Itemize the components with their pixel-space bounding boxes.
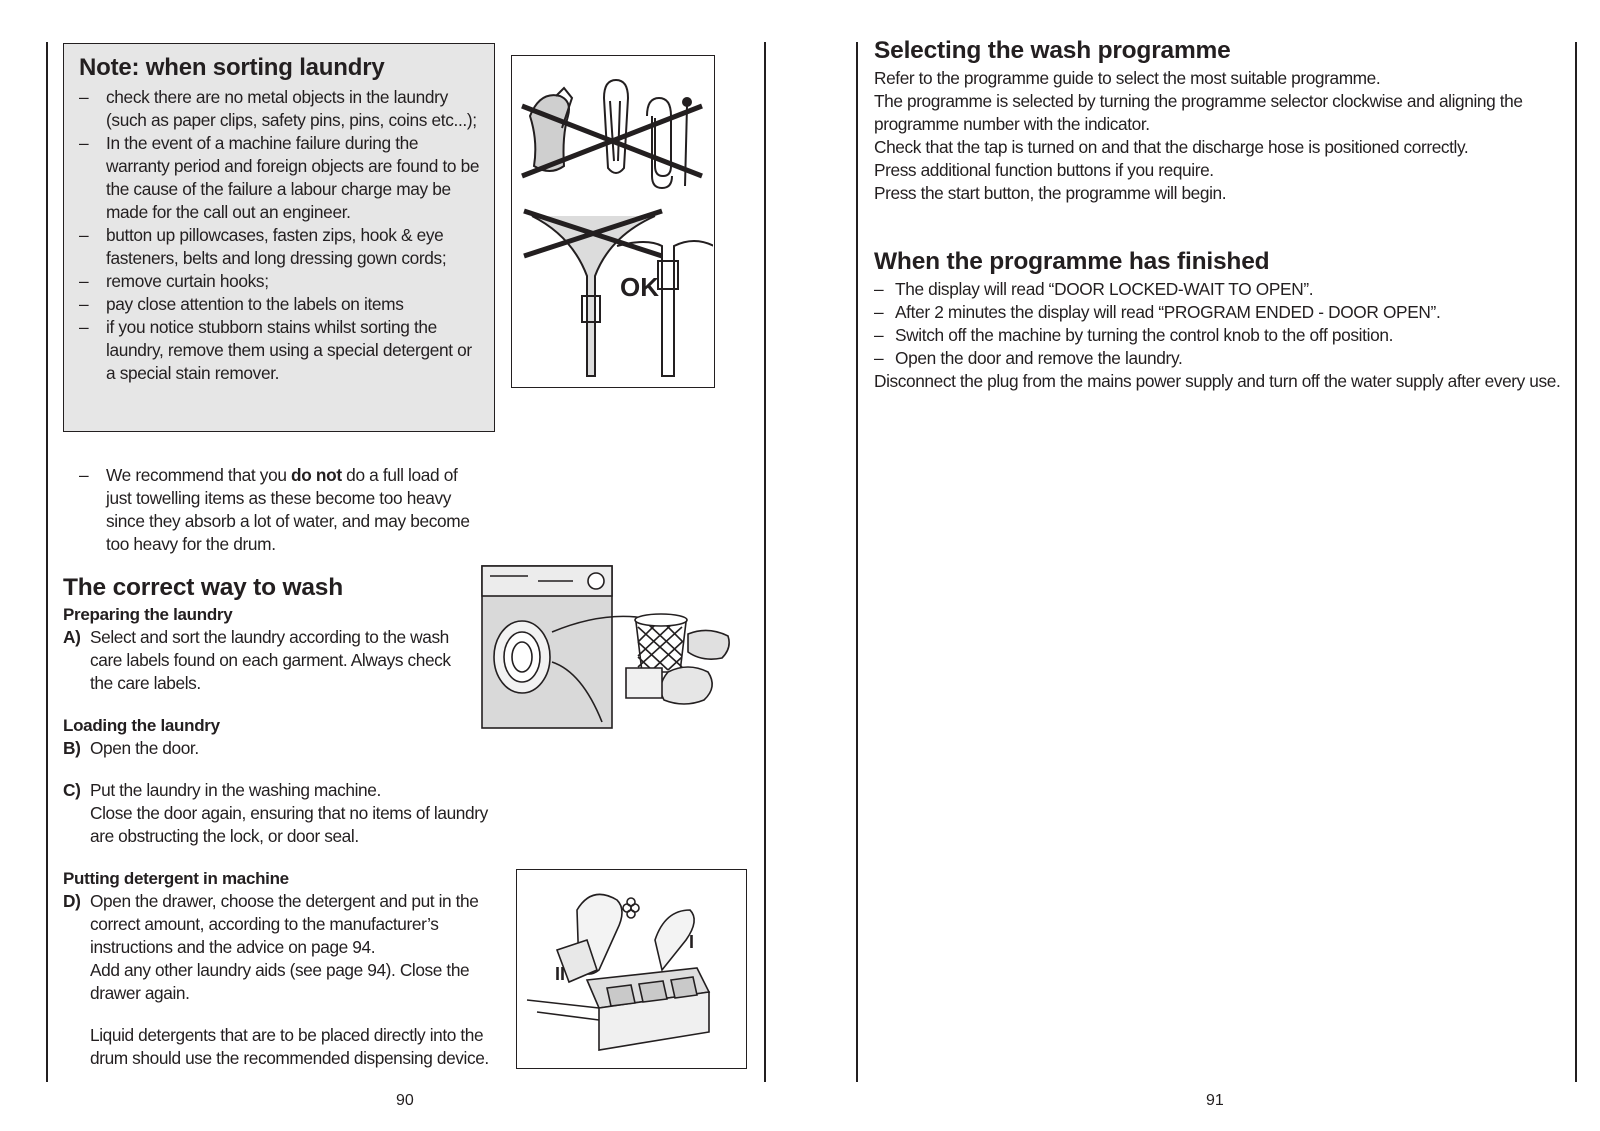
- note-item: – remove curtain hooks;: [79, 270, 480, 293]
- detergent-drawer-illustration: [517, 870, 745, 1067]
- finished-closing: Disconnect the plug from the mains power supply and turn off the water supply after every use.: [874, 371, 1561, 391]
- towelling-note: [79, 464, 479, 556]
- selecting-line: Press additional function buttons if you require.: [874, 160, 1214, 180]
- metal-objects-illustration: [512, 56, 713, 386]
- detergent-title: Putting detergent in machine: [63, 869, 289, 888]
- step-a-label: A): [63, 627, 81, 647]
- step-d-text-3: Liquid detergents that are to be placed directly into the drum should use the recommended dispensing device.: [90, 1025, 489, 1068]
- drawer-compartment-2-label: II: [555, 964, 566, 984]
- finished-title: When the programme has finished: [874, 248, 1270, 275]
- towelling-bold: do not: [291, 465, 342, 485]
- page-number-left: 90: [396, 1092, 414, 1109]
- detergent-drawer-figure: [516, 869, 747, 1069]
- step-a-text: Select and sort the laundry according to the wash care labels found on each garment. Always check the care labels.: [90, 627, 451, 693]
- right-margin-rule: [1575, 42, 1577, 1082]
- note-item: – if you notice stubborn stains whilst sorting the laundry, remove them using a special detergent or a special stain remover.: [79, 316, 480, 385]
- step-d: [63, 890, 490, 1070]
- towelling-item: [79, 464, 479, 556]
- step-d-text-1: Open the drawer, choose the detergent and put in the correct amount, according to the manufacturer’s instructions and the advice on page 94.: [90, 891, 479, 957]
- step-d-label: D): [63, 891, 81, 911]
- center-rule-left: [764, 42, 766, 1082]
- towelling-list: [79, 464, 479, 556]
- finished-item: – Switch off the machine by turning the control knob to the off position.: [874, 324, 1574, 347]
- drawer-compartment-1-label: I: [689, 932, 695, 952]
- note-item: – check there are no metal objects in the laundry (such as paper clips, safety pins, pins, coins etc...);: [79, 86, 480, 132]
- note-title: Note: when sorting laundry: [79, 54, 385, 81]
- zip-ok-label: OK: [620, 272, 659, 302]
- step-b-text: Open the door.: [90, 738, 199, 758]
- step-b-label: B): [63, 738, 81, 758]
- step-a: [63, 626, 470, 695]
- note-item: – pay close attention to the labels on items: [79, 293, 480, 316]
- step-d-text-2: Add any other laundry aids (see page 94). Close the drawer again.: [90, 960, 470, 1003]
- selecting-title: Selecting the wash programme: [874, 37, 1231, 64]
- selecting-line: Check that the tap is turned on and that the discharge hose is positioned correctly.: [874, 137, 1469, 157]
- note-box: [63, 43, 495, 432]
- towelling-text-after: do a full load of just towelling items as these become too heavy since they absorb a lot of water, and may become too heavy for the drum.: [106, 465, 470, 554]
- finished-item: – Open the door and remove the laundry.: [874, 347, 1574, 370]
- finished-section: [874, 247, 1574, 393]
- note-item: – button up pillowcases, fasten zips, hook & eye fasteners, belts and long dressing gown cords;: [79, 224, 480, 270]
- step-c: [63, 779, 490, 848]
- correct-way-title: The correct way to wash: [63, 574, 343, 601]
- correct-way-section: [63, 573, 489, 1070]
- step-c-text-1: Put the laundry in the washing machine.: [90, 780, 381, 800]
- note-list: [79, 86, 480, 385]
- preparing-title: Preparing the laundry: [63, 605, 233, 624]
- finished-item: – The display will read “DOOR LOCKED-WAIT TO OPEN”.: [874, 278, 1574, 301]
- selecting-line: The programme is selected by turning the programme selector clockwise and aligning the programme number with the indicator.: [874, 91, 1523, 134]
- step-c-label: C): [63, 780, 81, 800]
- selecting-line: Press the start button, the programme will begin.: [874, 183, 1227, 203]
- metal-objects-zip-figure: [511, 55, 715, 388]
- step-c-text-2: Close the door again, ensuring that no items of laundry are obstructing the lock, or door seal.: [90, 803, 488, 846]
- left-margin-rule: [46, 42, 48, 1082]
- finished-item: – After 2 minutes the display will read “PROGRAM ENDED - DOOR OPEN”.: [874, 301, 1574, 324]
- selecting-line: Refer to the programme guide to select the most suitable programme.: [874, 68, 1381, 88]
- washing-machine-illustration: [478, 562, 753, 732]
- towelling-text-before: We recommend that you: [106, 465, 292, 485]
- note-item: – In the event of a machine failure during the warranty period and foreign objects are found to be the cause of the failure a labour charge may be made for the call out an engineer.: [79, 132, 480, 224]
- page-number-right: 91: [1206, 1092, 1224, 1109]
- finished-list: [874, 278, 1574, 370]
- loading-title: Loading the laundry: [63, 716, 220, 735]
- center-rule-right: [856, 42, 858, 1082]
- selecting-section: [874, 36, 1564, 205]
- step-b: [63, 737, 483, 760]
